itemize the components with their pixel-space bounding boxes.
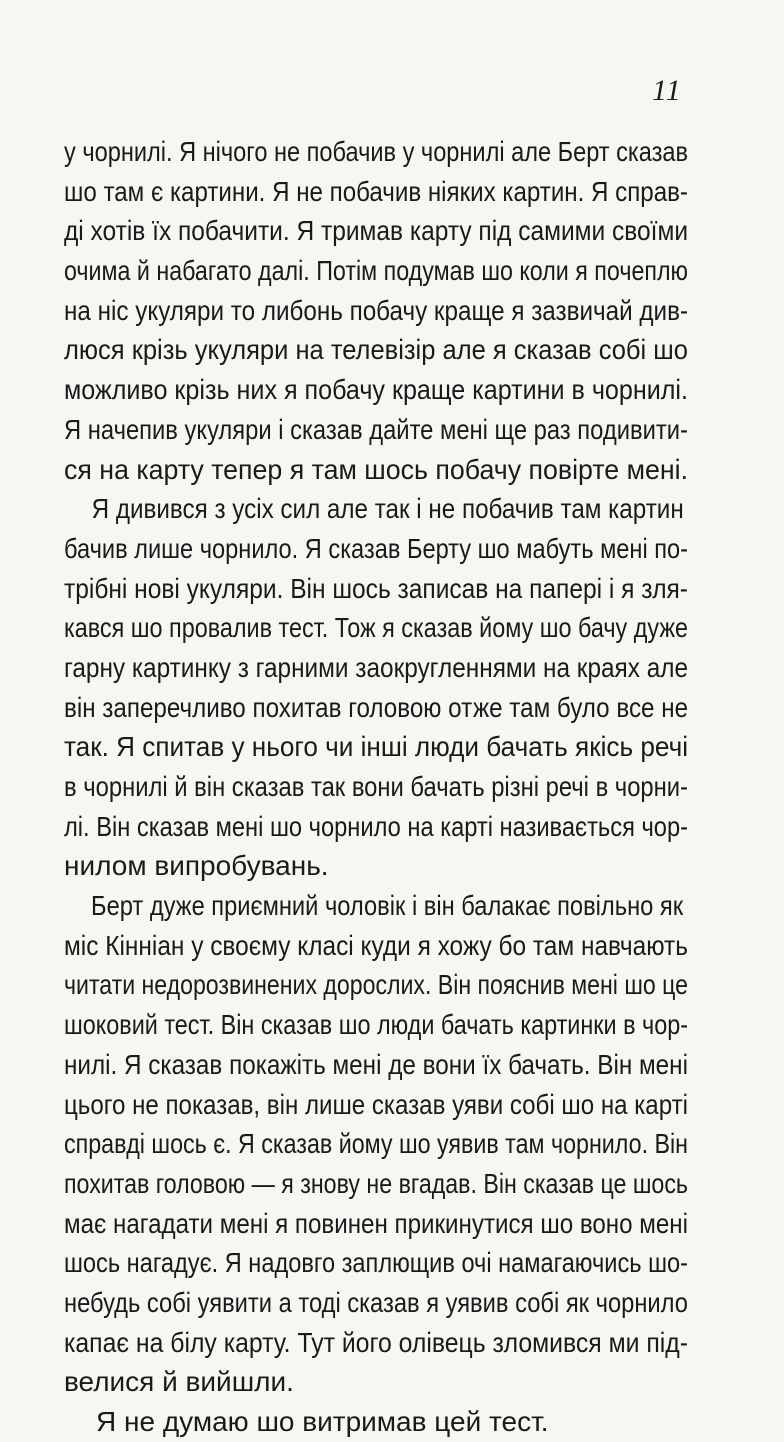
text-line: справді шось є. Я сказав йому шо уявив там чорнило. Він (64, 1128, 689, 1160)
text-line: люся крізь укуляри на телевізір але я сказав собі шо (64, 334, 688, 366)
paragraph (64, 489, 688, 886)
text-line: трібні нові укуляри. Він шось записав на папері і я зля- (64, 572, 688, 604)
text-line: нилі. Я сказав покажіть мені де вони їх бачать. Він мені (64, 1048, 688, 1080)
text-line: має нагадати мені я повинен прикинутися шо воно мені (64, 1207, 688, 1239)
text-line: небудь собі уявити а тоді сказав я уявив собі як чорнило (64, 1286, 688, 1318)
text-line: Я не думаю шо витримав цей тест. (96, 1406, 549, 1437)
text-line: в чорнилі й він сказав так вони бачать різні речі в чорни- (64, 771, 688, 802)
text-line: Я начепив укуляри і сказав дайте мені ще раз подивити- (64, 413, 688, 445)
text-line: гарну картинку з гарними заокругленнями на краях але (64, 651, 689, 683)
text-line: міс Кінніан у своєму класі куди я хожу бо там навчають (64, 929, 688, 961)
body-text (64, 132, 688, 1442)
text-line: шо там є картини. Я не побачив ніяких картин. Я справ- (64, 175, 688, 207)
text-line: кався шо провалив тест. Тож я сказав йому шо бачу дуже (64, 612, 689, 644)
text-line: так. Я спитав у нього чи інші люди бачать якісь речі (64, 731, 689, 763)
text-line: нилом випробувань. (64, 850, 329, 882)
text-line: читати недорозвинених дорослих. Він пояснив мені шо це (64, 969, 688, 1001)
text-line: ді хотів їх побачити. Я тримав карту під самими своїми (64, 215, 689, 247)
page-number: 11 (652, 74, 682, 107)
text-line: він заперечливо похитав головою отже там було все не (64, 691, 689, 723)
text-line: похитав головою — я знову не вгадав. Він сказав це шось (64, 1167, 689, 1199)
paragraph (64, 132, 688, 489)
text-line: цього не показав, він лише сказав уяви собі шо на карті (64, 1088, 688, 1120)
text-line: Я дивився з усіх сил але так і не побачив там картин (91, 493, 684, 525)
text-line: шось нагадує. Я надовго заплющив очі намагаючись шо- (64, 1247, 688, 1279)
text-line: ся на карту тепер я там шось побачу повірте мені. (64, 453, 689, 485)
text-line: можливо крізь них я побачу краще картини в чорнилі. (64, 374, 688, 406)
paragraph (64, 1402, 688, 1442)
text-line: шоковий тест. Він сказав шо люди бачать картинки в чор- (64, 1009, 689, 1041)
text-line: велися й вийшли. (64, 1366, 294, 1398)
text-line: на ніс укуляри то либонь побачу краще я зазвичай див- (64, 294, 689, 326)
text-line: лі. Він сказав мені шо чорнило на карті називається чор- (64, 810, 688, 842)
paragraph (64, 886, 688, 1402)
text-line: капає на білу карту. Тут його олівець зломився ми під- (64, 1326, 688, 1358)
text-line: Берт дуже приємний чоловік і він балакає повільно як (91, 890, 684, 922)
text-line: очима й набагато далі. Потім подумав шо коли я почеплю (64, 255, 688, 287)
text-line: у чорнилі. Я нічого не побачив у чорнилі але Берт сказав (64, 136, 689, 167)
text-line: бачив лише чорнило. Я сказав Берту шо мабуть мені по- (64, 532, 689, 564)
